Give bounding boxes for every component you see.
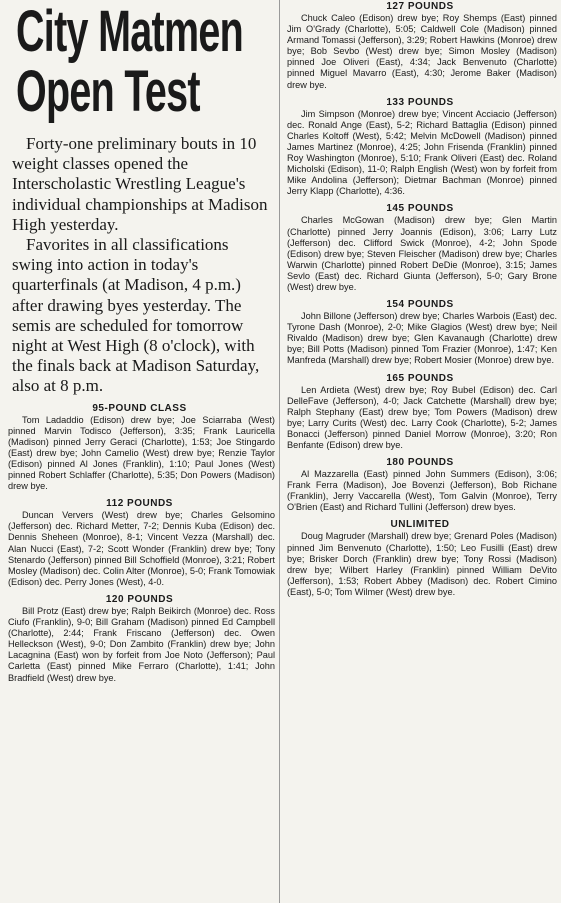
headline-line-2: Open Test — [16, 59, 200, 124]
column-rule — [279, 0, 280, 903]
weight-class-heading: 145 POUNDS — [386, 203, 454, 215]
weight-class-results: Doug Magruder (Marshall) drew bye; Grenard Poles (Madison) pinned Jim Benvenuto (Charlotte), 1:50; Leo Fusilli (East) drew bye; Brisker Dorch (Franklin) drew bye; Tony Rossi (Madison) drew bye; Wilbert Harley (Franklin) pinned William DeVito (Jefferson), 1:53; Robert Abbey (Madison) dec. Robert Cimino (East), 5-0; Tom Wilmer (West) drew bye. — [287, 531, 557, 597]
weight-class-heading: 112 POUNDS — [106, 498, 173, 510]
weight-class-heading: 180 POUNDS — [386, 457, 454, 469]
lede-paragraph: Forty-one preliminary bouts in 10 weight classes opened the Interscholastic Wrestling League's individual championships at Madison High yesterday. — [12, 134, 268, 234]
weight-class-results: Duncan Ververs (West) drew bye; Charles Gelsomino (Jefferson) dec. Richard Metter, 7-2; Dennis Kuba (Edison) dec. Dennis Sheheen (Monroe), 8-1; Vincent Vezza (Marshall) dec. Alan Nucci (East), 7-2; Scott Wonder (Franklin) drew bye; Tony Stenardo (Jefferson) pinned Bill Schoffield (Monroe), 3:21; Robert Mosley (Madison) dec. Colin Alter (Monroe), 5-0; Frank Tomowiak (Edison) dec. Perry Jones (West), 4-0. — [8, 510, 275, 587]
weight-class-results: John Billone (Jefferson) drew bye; Charles Warbois (East) dec. Tyrone Dash (Monroe), 2-0; Mike Glagios (West) drew bye; Neil Rivaldo (Madison) drew bye; Glen Kavanaugh (Charlotte) drew bye; Bill Potts (Madison) pinned Tom Frazier (Monroe), 1:47; Ken Manfreda (Marshall) drew bye; Robert Mosier (Monroe) drew bye. — [287, 311, 557, 366]
lede-paragraph: Favorites in all classifications swing into action in today's quarterfinals (at Madison, 4 p.m.) after drawing byes yesterday. The semis are scheduled for tomorrow night at West High (8 o'clock), with the finals back at Madison Saturday, also at 8 p.m. — [12, 235, 260, 396]
weight-class-results: Chuck Caleo (Edison) drew bye; Roy Shemps (East) pinned Jim O'Grady (Charlotte), 5:05; Caldwell Cole (Madison) pinned Armand Tomassi (Jefferson), 3:29; Robert Hawkins (Monroe) drew bye; Bob Sevbo (West) drew bye; Simon Mosley (Madison) pinned Joe Oliveri (East), 4:34; Jack Benvenuto (Charlotte) pinned Miguel Mavarro (East), 4:30; Jerome Baker (Madison) drew bye. — [287, 13, 557, 90]
headline — [16, 0, 244, 124]
left-column — [4, 0, 275, 684]
weight-class-heading: 120 POUNDS — [105, 593, 174, 605]
weight-class-heading: 133 POUNDS — [386, 96, 454, 108]
lede — [12, 134, 271, 397]
headline-line-1: City Matmen — [16, 0, 244, 64]
weight-class-results: Charles McGowan (Madison) drew bye; Glen Martin (Charlotte) pinned Jerry Joannis (Edison), 3:06; Larry Lutz (Jefferson) dec. Clifford Swick (Monroe), 4-2; John Spode (Edison) drew bye; Steven Fleischer (Madison) drew bye; Charles Warwin (Charlotte) pinned Robert DeDie (Monroe), 3:15; James Sevlo (East) dec. Richard Giunta (Jefferson), 5-0; Gary Brone (West) drew bye. — [287, 215, 557, 292]
weight-class-results: Tom Ladaddio (Edison) drew bye; Joe Sciarraba (West) pinned Marvin Todisco (Jefferson), 3:35; Frank Lauricella (Madison) pinned Jerry Geraci (Charlotte), 1:53; Joe Stingardo (East) drew bye; John Camelio (West) drew bye; Renzie Taylor (Edison) pinned Al Jones (Franklin), 1:10; Paul Jones (West) pinned Robert Schlaffer (Charlotte), 5:35; Don Powers (Madison) drew bye. — [8, 414, 275, 492]
weight-class-results: Bill Protz (East) drew bye; Ralph Beikirch (Monroe) dec. Ross Ciufo (Franklin), 9-0; Bill Graham (Madison) pinned Ed Campbell (Charlotte), 2:44; Frank Friscano (Jefferson) dec. Owen Helleckson (West), 9-0; Don Zambito (Franklin) drew bye; John Lacagnina (East) won by forfeit from Joe Noto (Jefferson); Paul Carletta (East) pinned Mike Ferraro (Charlotte), 1:41; John Bradfield (West) drew bye. — [8, 605, 275, 683]
weight-class-results: Al Mazzarella (East) pinned John Summers (Edison), 3:06; Frank Ferra (Madison), Joe Bovenzi (Jefferson), Bob Richane (Franklin), Jerry Vaccarella (West), Tom Galvin (Monroe), Terry O'Brien (East) and Richard Tullini (Jefferson) drew byes. — [287, 469, 557, 513]
weight-class-heading: 165 POUNDS — [386, 372, 454, 384]
weight-class-results: Len Ardieta (West) drew bye; Roy Bubel (Edison) dec. Carl DelleFave (Jefferson), 4-0; Jack Catchette (Marshall) drew bye; Ralph Stephany (East) drew bye; Tom Powers (Madison) drew bye; Larry Curits (West) dec. Larry Cook (Charlotte), 5-2; James Bonacci (Jefferson) pinned Daniel Morrow (Monroe), 3:20; Ron Benfante (Edison) drew bye. — [287, 384, 557, 450]
weight-class-results: Jim Simpson (Monroe) drew bye; Vincent Acciacio (Jefferson) dec. Ronald Ange (East), 5-2; Richard Battaglia (Edison) pinned Charles Koltoff (West), 5:42; Melvin McDowell (Madison) pinned James Martinez (Monroe), 4:25; John Frisenda (Franklin) pinned Roy Washington (Monroe), 5:10; Frank Oliveri (East) dec. Roland Micholski (Edison), 11-0; Ralph English (West) won by forfeit from Mike Andolina (Jefferson); Dietmar Bachman (Monroe) pinned Jerry Klapp (Charlotte), 4:36. — [287, 108, 557, 197]
weight-class-heading: 154 POUNDS — [386, 299, 454, 311]
weight-class-heading: 127 POUNDS — [386, 1, 454, 12]
right-column — [283, 0, 557, 598]
weight-class-heading: UNLIMITED — [390, 519, 450, 531]
weight-class-heading: 95-POUND CLASS — [92, 402, 187, 414]
